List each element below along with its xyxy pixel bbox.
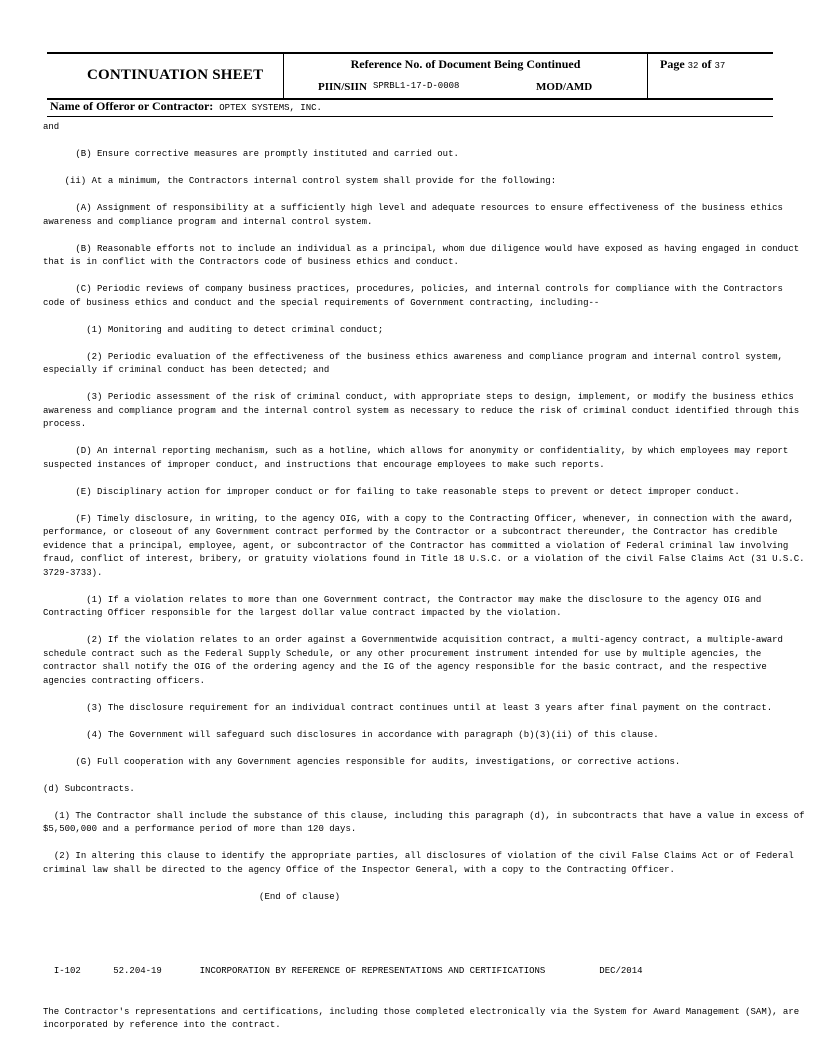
clause-paragraph: (B) Ensure corrective measures are promptly instituted and carried out. — [43, 149, 459, 159]
piin-value: SPRBL1-17-D-0008 — [373, 81, 460, 91]
clause-paragraph: (3) Periodic assessment of the risk of criminal conduct, with appropriate steps to design, implement, or modify the business ethics awareness and compliance program and the internal control system as necessary to reduce the risk of criminal conduct identified through this process. — [43, 392, 805, 429]
clause-paragraph: (2) Periodic evaluation of the effectiveness of the business ethics awareness and compliance program and internal control system, especially if criminal conduct has been detected; and — [43, 351, 789, 375]
clause-footer — [43, 938, 808, 1046]
page-current: 32 — [687, 61, 699, 71]
clause-reference-line: I-102 52.204-19 INCORPORATION BY REFERENCE OF REPRESENTATIONS AND CERTIFICATIONS DEC/2014 — [43, 966, 643, 976]
header-page-cell — [647, 54, 773, 98]
offeror-label: Name of Offeror or Contractor: — [50, 99, 214, 113]
clause-paragraph: (A) Assignment of responsibility at a sufficiently high level and adequate resources to ensure effectiveness of the business ethics awareness and compliance program and internal control system. — [43, 203, 789, 227]
clause-paragraph: (2) If the violation relates to an order against a Governmentwide acquisition contract, a multi-agency contract, a multiple-award schedule contract such as the Federal Supply Schedule, or any other procurement instrument intended for use by multiple agencies, the contractor shall notify the OIG of the ordering agency and the IG of the agency responsible for the basic contract, and the respective agencies contracting officers. — [43, 635, 789, 686]
clause-paragraph: (ii) At a minimum, the Contractors internal control system shall provide for the following: — [43, 176, 557, 186]
page-label: Page — [660, 57, 685, 71]
clause-paragraph: (1) If a violation relates to more than one Government contract, the Contractor may make the disclosure to the agency OIG and Contracting Officer responsible for the largest dollar value contract impacted by the violation. — [43, 594, 767, 618]
clause-paragraph: (B) Reasonable efforts not to include an individual as a principal, whom due diligence would have exposed as having engaged in conduct that is in conflict with the Contractors code of business ethics and conduct. — [43, 243, 805, 267]
clause-paragraph: and — [43, 122, 60, 132]
clause-body — [43, 121, 808, 918]
clause-reference-text: The Contractor's representations and certifications, including those completed electronically via the System for Award Management (SAM), are incorporated by reference into the contract. — [43, 1006, 805, 1030]
clause-paragraph: (d) Subcontracts. — [43, 783, 135, 794]
header-reference-cell — [283, 54, 648, 98]
modamd-label: MOD/AMD — [536, 81, 593, 93]
page-indicator — [660, 57, 725, 72]
offeror-value: OPTEX SYSTEMS, INC. — [219, 103, 322, 113]
clause-paragraph: (C) Periodic reviews of company business practices, procedures, policies, and internal controls for compliance with the Contractors code of business ethics and conduct and the special requirements of Government contracting, including-- — [43, 284, 789, 308]
clause-paragraph: (End of clause) — [43, 891, 341, 902]
page-of: of — [701, 57, 712, 71]
clause-paragraph: (3) The disclosure requirement for an individual contract continues until at least 3 years after final payment on the contract. — [43, 702, 773, 713]
header-title-cell — [47, 54, 283, 98]
piin-label: PIIN/SIIN — [318, 81, 367, 93]
reference-title: Reference No. of Document Being Continued — [350, 57, 581, 71]
offeror-line — [50, 99, 322, 114]
clause-paragraph: (E) Disciplinary action for improper conduct or for failing to take reasonable steps to prevent or detect improper conduct. — [43, 486, 740, 497]
offeror-divider — [47, 116, 773, 117]
clause-paragraph: (1) Monitoring and auditing to detect criminal conduct; — [43, 324, 384, 335]
page-total: 37 — [714, 61, 726, 71]
sheet-title: CONTINUATION SHEET — [87, 67, 264, 83]
clause-paragraph: (1) The Contractor shall include the substance of this clause, including this paragraph (d), in subcontracts that have a value in excess of $5,500,000 and a performance period of more than 120 days. — [43, 810, 810, 834]
clause-paragraph: (F) Timely disclosure, in writing, to the agency OIG, with a copy to the Contracting Officer, whenever, in connection with the award, performance, or closeout of any Government contract performed by the Contractor or a subcontract thereunder, the Contractor has credible evidence that a principal, employee, agent, or subcontractor of the Contractor has committed a violation of Federal criminal law involving fraud, conflict of interest, bribery, or gratuity violations found in Title 18 U.S.C. or a violation of the civil False Claims Act (31 U.S.C. 3729-3733). — [43, 513, 810, 578]
clause-paragraph: (2) In altering this clause to identify the appropriate parties, all disclosures of violation of the civil False Claims Act or of Federal criminal law shall be directed to the agency Office of the Inspector General, with a copy to the Contracting Officer. — [43, 851, 800, 875]
clause-paragraph: (D) An internal reporting mechanism, such as a hotline, which allows for anonymity or confidentiality, by which employees may report suspected instances of improper conduct, and instructions that encourage employees to make such reports. — [43, 446, 794, 470]
continuation-header — [47, 52, 773, 100]
clause-paragraph: (4) The Government will safeguard such disclosures in accordance with paragraph (b)(3)(ii) of this clause. — [43, 729, 659, 740]
clause-paragraph: (G) Full cooperation with any Government agencies responsible for audits, investigations, or corrective actions. — [43, 756, 681, 767]
